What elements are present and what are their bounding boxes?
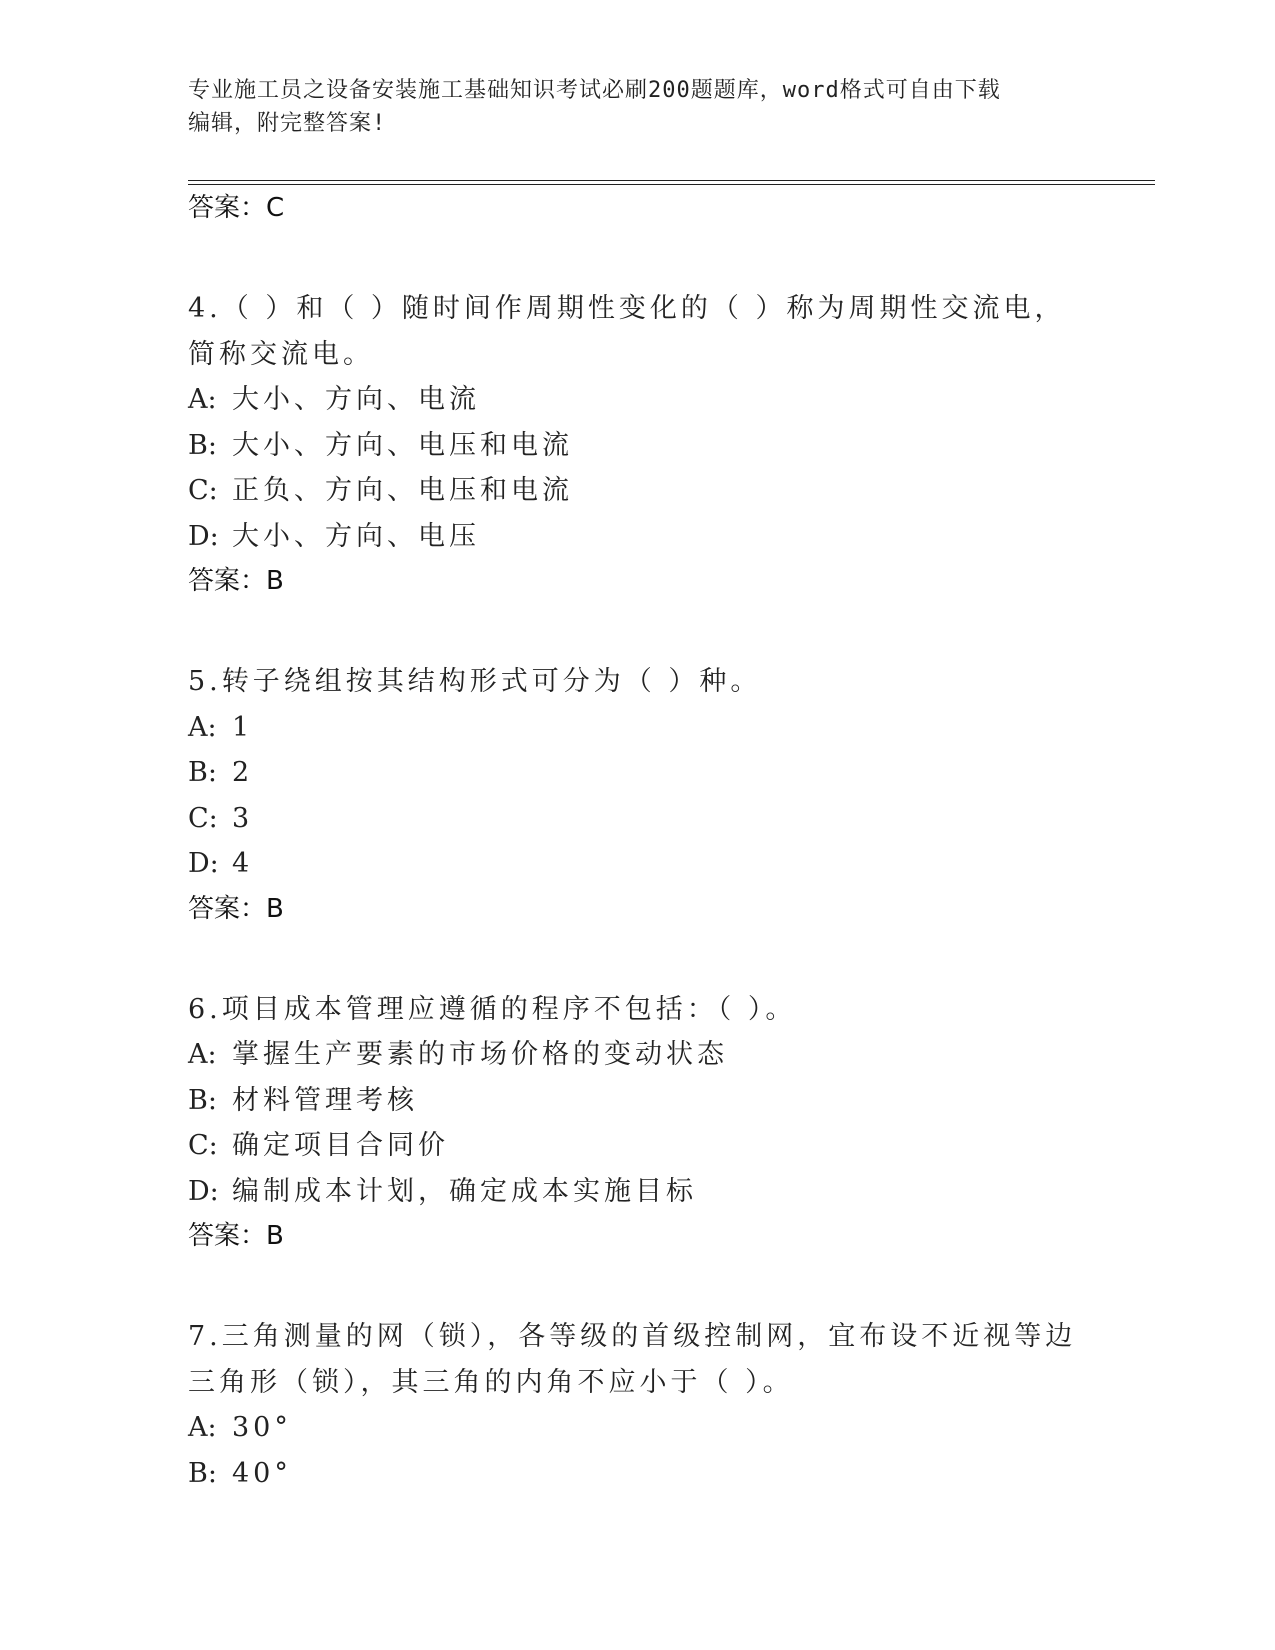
question-stem: 5.转子绕组按其结构形式可分为（ ）种。: [188, 666, 762, 697]
option-letter: B:: [188, 757, 217, 788]
answer-line: 答案：B: [188, 566, 284, 596]
option-text: 材料管理考核: [232, 1084, 418, 1116]
answer-line: 答案：B: [188, 1221, 284, 1251]
option-letter: A:: [188, 384, 217, 415]
answer-line: 答案：B: [188, 893, 284, 924]
option-c: [188, 796, 1128, 842]
option-text: 大小、方向、电流: [232, 384, 480, 415]
header-line-1: 专业施工员之设备安装施工基础知识考试必刷200题题库，word格式可自由下载: [188, 78, 1001, 103]
option-a: [188, 377, 1128, 423]
option-text: 正负、方向、电压和电流: [232, 475, 573, 506]
option-letter: C:: [188, 802, 218, 834]
option-text: 确定项目合同价: [232, 1130, 449, 1161]
option-a: [188, 1405, 1128, 1451]
option-text: 编制成本计划，确定成本实施目标: [232, 1175, 697, 1207]
option-letter: C:: [188, 1130, 218, 1161]
question-stem: 4.（ ）和（ ）随时间作周期性变化的（ ）称为周期性交流电，简称交流电。: [188, 293, 1066, 370]
option-text: 掌握生产要素的市场价格的变动状态: [232, 1039, 728, 1070]
option-letter: B:: [188, 1457, 217, 1489]
option-text: 1: [232, 711, 254, 743]
option-a: [188, 705, 1128, 751]
option-d: [188, 1169, 1128, 1215]
question-block: [188, 659, 1128, 932]
header-rule-bottom: [188, 184, 1155, 185]
option-letter: A:: [188, 1039, 217, 1070]
option-text: 2: [232, 757, 254, 788]
option-letter: D:: [188, 848, 219, 879]
option-text: 4: [232, 848, 254, 879]
option-text: 大小、方向、电压和电流: [232, 429, 573, 461]
option-letter: A:: [188, 1412, 217, 1443]
question-stem: 6.项目成本管理应遵循的程序不包括：（ ）。: [188, 993, 797, 1025]
option-letter: B:: [188, 1084, 217, 1116]
option-b: [188, 1078, 1128, 1124]
option-letter: D:: [188, 1175, 219, 1207]
question-stem: 7.三角测量的网（锁），各等级的首级控制网，宜布设不近视等边三角形（锁），其三角的内角不应小于（ ）。: [188, 1321, 1077, 1398]
question-block: [188, 987, 1128, 1260]
answer-line: 答案：C: [188, 193, 285, 223]
option-letter: A:: [188, 711, 217, 743]
option-d: [188, 514, 1128, 560]
option-text: 大小、方向、电压: [232, 520, 480, 552]
option-letter: D:: [188, 520, 219, 552]
option-b: [188, 1451, 1128, 1497]
header-line-2: 编辑，附完整答案!: [188, 111, 387, 136]
question-list: [188, 186, 1128, 1496]
document-header: [188, 74, 1088, 140]
option-b: [188, 423, 1128, 469]
option-letter: B:: [188, 429, 217, 461]
option-letter: C:: [188, 475, 218, 506]
option-b: [188, 750, 1128, 796]
question-block: [188, 1314, 1128, 1496]
option-a: [188, 1032, 1128, 1078]
header-rule-top: [188, 180, 1155, 181]
option-text: 30°: [232, 1412, 292, 1443]
option-text: 40°: [232, 1457, 292, 1489]
question-block: [188, 286, 1128, 604]
option-c: [188, 1123, 1128, 1169]
option-d: [188, 841, 1128, 887]
option-text: 3: [232, 802, 254, 834]
option-c: [188, 468, 1128, 514]
